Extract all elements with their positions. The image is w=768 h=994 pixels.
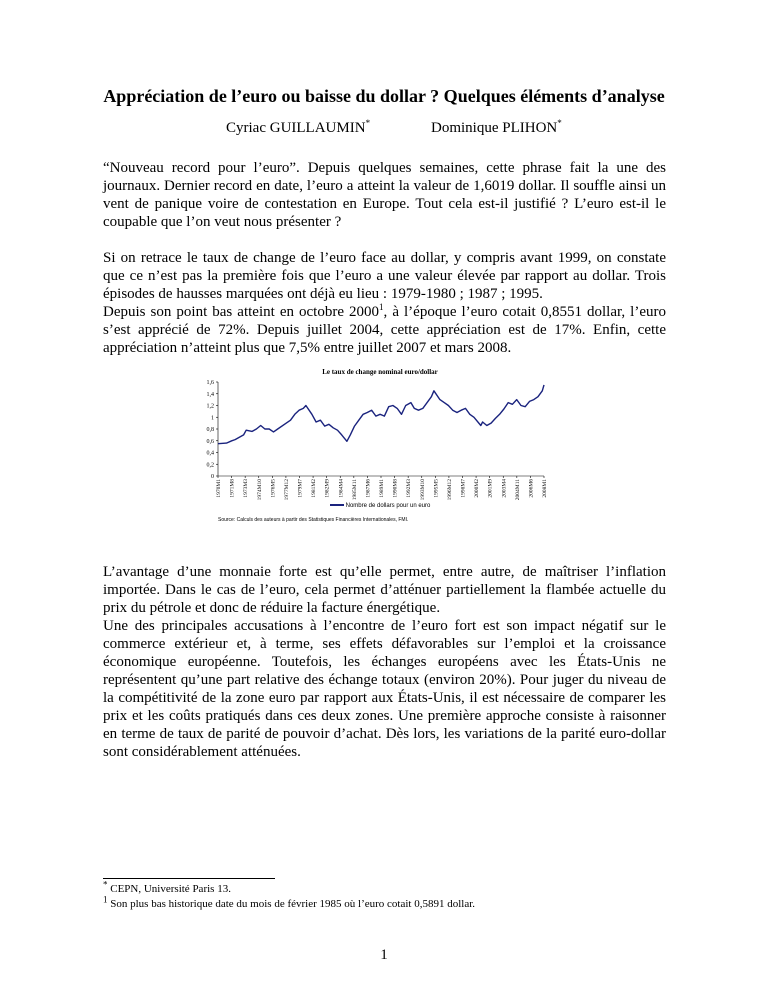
footnote-rule: [103, 878, 275, 879]
x-tick-label: 1990M8: [392, 479, 399, 498]
y-tick-label: 1: [211, 415, 214, 422]
author-2-mark: *: [557, 118, 562, 128]
paragraph-appreciation-start: Depuis son point bas atteint en octobre 2000: [103, 304, 380, 320]
paragraph-trade: Une des principales accusations à l’encontre de l’euro fort est son impact négatif sur le commerce extérieur et, à terme, ses effets défavorables sur l’emploi et la croissance économique européenne. Toutefois, les échanges européens avec les États-Unis ne représentent qu’une part relative des échange totaux (environ 20%). Pour juger du niveau de la compétitivité de la zone euro par rapport aux États-Unis, il est nécessaire de comparer les prix et les coûts pratiqués dans ces deux zones. Une première approche consiste à raisonner en terme de taux de parité de pouvoir d’achat. Dès lors, les variations de la parité euro-dollar sont considérablement atténuées.: [103, 618, 666, 760]
x-tick-label: 2006M6: [528, 479, 535, 498]
y-tick-label: 0,8: [206, 427, 214, 433]
y-tick-label: 1,4: [206, 391, 214, 398]
x-tick-label: 1973M3: [243, 479, 250, 498]
x-tick-label: 1998M7: [460, 479, 467, 498]
x-tick-label: 1984M4: [338, 479, 345, 498]
legend-label: Nombre de dollars pour un euro: [345, 503, 431, 509]
author-2-name: Dominique PLIHON: [431, 120, 558, 136]
x-tick-label: 1974M10: [256, 479, 263, 501]
legend-swatch: [330, 504, 344, 506]
x-tick-label: 2008M1: [542, 479, 548, 498]
chart-source: Source: Calculs des auteurs à partir des Statistiques Financières Internationales, FMI.: [218, 517, 409, 523]
x-tick-label: 2000M2: [474, 479, 481, 498]
x-tick-label: 1979M7: [297, 479, 304, 498]
paragraph-intro: “Nouveau record pour l’euro”. Depuis quelques semaines, cette phrase fait la une des journaux. Dernier record en date, l’euro a atteint la valeur de 1,6019 dollar. Il souffle ainsi un vent de panique voire de contestation en Europe. Tout cela est-il justifié ? L’euro est-il le coupable que l’on veut nous présenter ?: [103, 160, 666, 230]
x-tick-label: 1992M3: [406, 479, 413, 498]
x-tick-label: 1985M11: [351, 479, 358, 501]
x-tick-label: 1989M1: [379, 479, 385, 498]
y-tick-label: 0,2: [206, 462, 214, 469]
chart-plot: [200, 368, 560, 503]
x-tick-label: 1971M8: [229, 479, 236, 498]
y-tick-label: 0,4: [206, 450, 214, 457]
author-2: [431, 120, 562, 137]
footnote-1: [103, 894, 476, 910]
y-tick-label: 1,2: [206, 403, 214, 410]
y-tick-label: 0: [211, 474, 214, 480]
x-tick-label: 1982M9: [324, 479, 331, 498]
author-1-name: Cyriac GUILLAUMIN: [226, 120, 366, 136]
x-tick-label: 1981M2: [311, 479, 318, 498]
x-tick-label: 2001M9: [487, 479, 494, 498]
author-1: [226, 120, 370, 137]
x-tick-label: 1993M10: [419, 479, 426, 501]
footnote-mark-1: 1: [103, 894, 108, 905]
x-tick-label: 1976M5: [270, 479, 277, 498]
y-tick-label: 1,6: [206, 380, 214, 386]
paragraph-strong-currency: L’avantage d’une monnaie forte est qu’elle permet, entre autre, de maîtriser l’inflation importée. Dans le cas de l’euro, cela permet d’atténuer partiellement la flambée actuelle du prix du pétrole et donc de réduire la facture énergétique.: [103, 564, 666, 616]
chart-legend: [200, 503, 560, 509]
exchange-rate-chart: [200, 368, 560, 540]
paper-title: Appréciation de l’euro ou baisse du dollar ? Quelques éléments d’analyse: [103, 86, 665, 106]
footnote-ref-1: 1: [379, 302, 384, 312]
footnote-affiliation: [103, 879, 231, 895]
x-tick-label: 1996M12: [446, 479, 453, 501]
x-tick-label: 2004M11: [514, 479, 521, 501]
x-tick-label: 1995M5: [433, 479, 440, 498]
paragraph-history: Si on retrace le taux de change de l’euro face au dollar, y compris avant 1999, on constate que ce n’est pas la première fois que l’euro a une valeur élevée par rapport au dollar. Trois épisodes de hausses marquées ont déjà eu lieu : 1979-1980 ; 1987 ; 1995.: [103, 250, 666, 302]
x-tick-label: 1977M12: [283, 479, 290, 501]
paragraph-appreciation-end: , à l’époque l’euro cotait 0,8551 dollar, l’euro s’est apprécié de 72%. Depuis juillet 2004, cette appréciation est de 17%. Enfin, cette appréciation n’atteint plus que 7,5% entre juillet 2007 et mars 2008.: [103, 304, 666, 356]
footnote-1-text: Son plus bas historique date du mois de février 1985 où l’euro cotait 0,5891 dollar.: [110, 898, 476, 910]
paragraph-appreciation: [103, 303, 666, 357]
page-number: 1: [380, 947, 388, 963]
x-tick-label: 2003M4: [501, 479, 508, 498]
author-1-mark: *: [365, 118, 371, 128]
series-line: [218, 385, 544, 444]
x-tick-label: 1987M6: [365, 479, 372, 498]
chart-title: Le taux de change nominal euro/dollar: [322, 368, 438, 376]
footnote-affiliation-text: CEPN, Université Paris 13.: [110, 883, 231, 895]
footnote-mark-star: *: [103, 879, 108, 890]
x-tick-label: 1970M1: [216, 479, 222, 498]
y-tick-label: 0,6: [206, 438, 214, 445]
